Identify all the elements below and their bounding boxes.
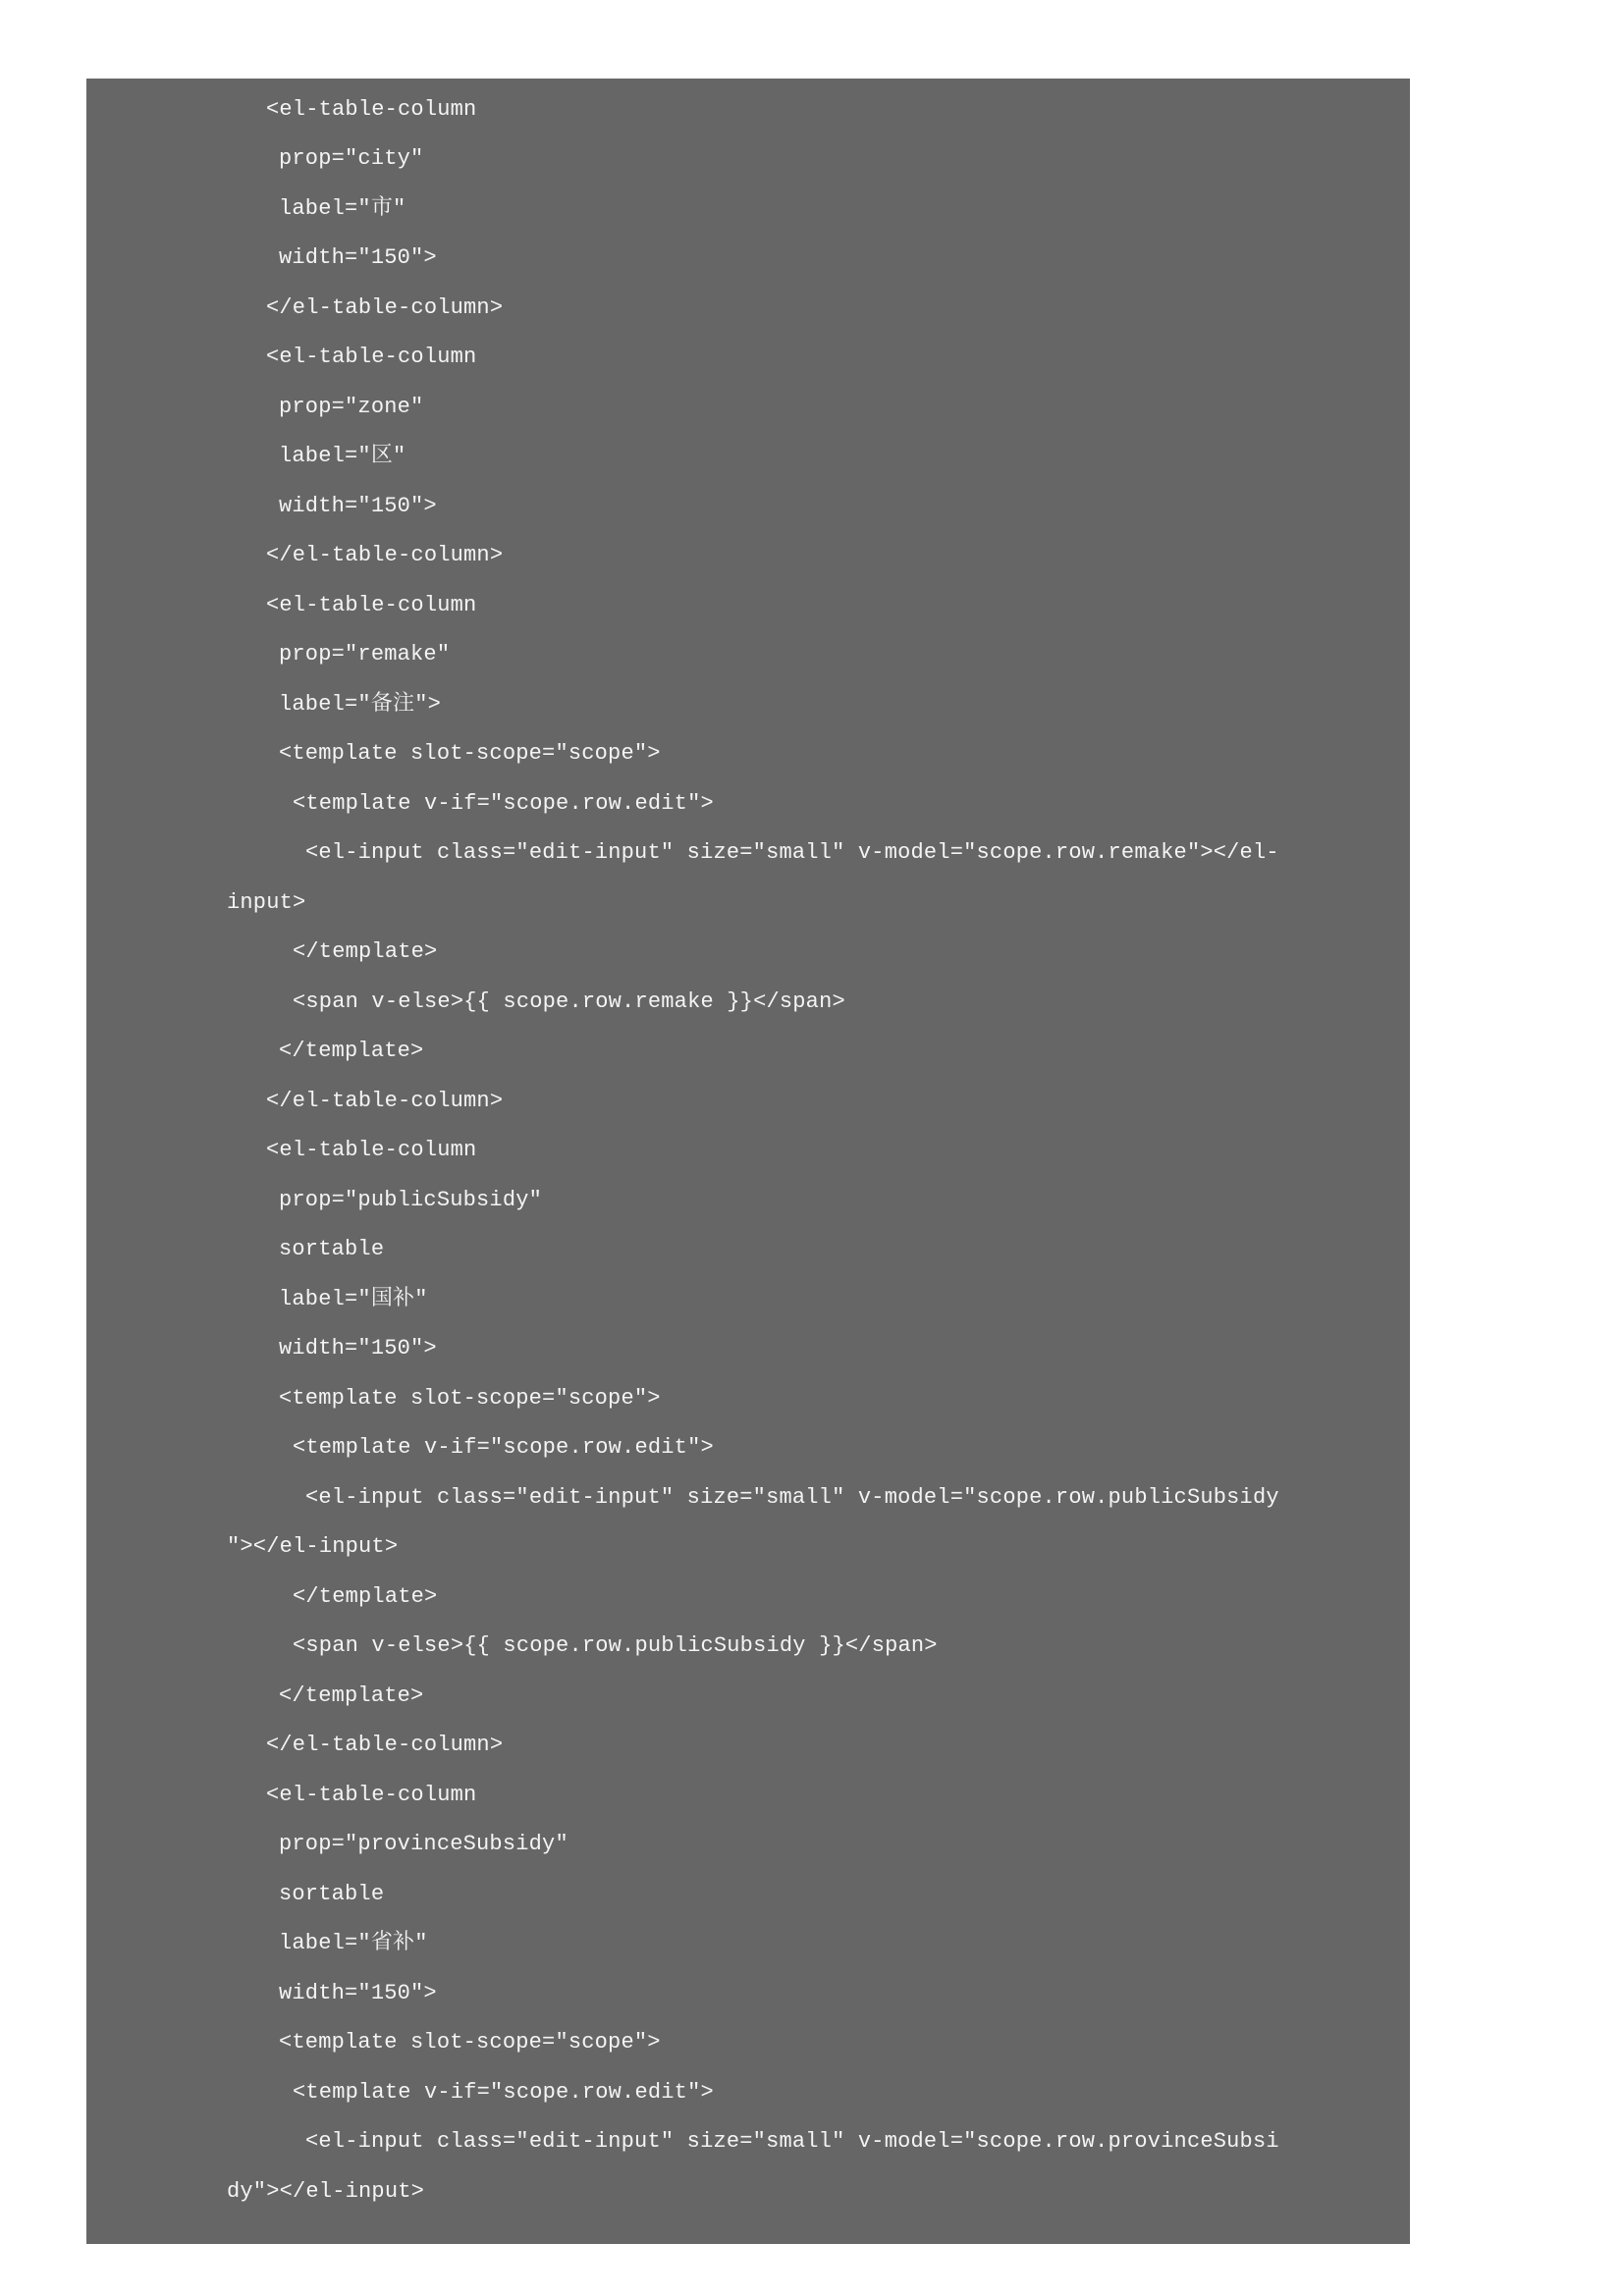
code-line: sortable bbox=[279, 1882, 385, 1906]
code-line: <el-table-column bbox=[266, 1783, 477, 1807]
code-line: label="区" bbox=[279, 444, 406, 468]
code-line: <span v-else>{{ scope.row.remake }}</span> bbox=[293, 989, 845, 1014]
code-line: width="150"> bbox=[279, 1336, 437, 1361]
code-line: label="市" bbox=[279, 196, 406, 221]
code-line: <template slot-scope="scope"> bbox=[279, 1386, 661, 1411]
code-line: prop="remake" bbox=[279, 642, 451, 667]
code-line: prop="publicSubsidy" bbox=[279, 1188, 543, 1212]
code-line: prop="city" bbox=[279, 146, 424, 171]
code-line: width="150"> bbox=[279, 1981, 437, 2005]
code-line: </el-table-column> bbox=[266, 295, 504, 320]
code-line: </template> bbox=[279, 1039, 424, 1063]
code-line: input> bbox=[227, 890, 306, 915]
code-line: </el-table-column> bbox=[266, 1733, 504, 1757]
code-line: <el-table-column bbox=[266, 1138, 477, 1162]
code-line: label="国补" bbox=[279, 1287, 428, 1311]
code-line: <el-input class="edit-input" size="small" v-model="scope.row.remake"></el- bbox=[305, 840, 1279, 865]
code-line: </template> bbox=[293, 1584, 438, 1609]
code-line: <span v-else>{{ scope.row.publicSubsidy }}</span> bbox=[293, 1633, 938, 1658]
code-line: sortable bbox=[279, 1237, 385, 1261]
code-line: label="省补" bbox=[279, 1931, 428, 1955]
code-line: <el-table-column bbox=[266, 345, 477, 369]
code-line: <el-table-column bbox=[266, 593, 477, 617]
code-line: <el-input class="edit-input" size="small" v-model="scope.row.provinceSubsi bbox=[305, 2129, 1279, 2154]
code-line: <el-input class="edit-input" size="small" v-model="scope.row.publicSubsidy bbox=[305, 1485, 1279, 1510]
code-line: <template v-if="scope.row.edit"> bbox=[293, 791, 714, 816]
code-line: dy"></el-input> bbox=[227, 2179, 425, 2204]
code-line: </el-table-column> bbox=[266, 543, 504, 567]
code-line: prop="zone" bbox=[279, 395, 424, 419]
code-line: width="150"> bbox=[279, 494, 437, 518]
code-line: label="备注"> bbox=[279, 692, 442, 717]
code-line: <template v-if="scope.row.edit"> bbox=[293, 1435, 714, 1460]
code-line: <template slot-scope="scope"> bbox=[279, 2030, 661, 2055]
code-line: </template> bbox=[279, 1683, 424, 1708]
code-line: <template v-if="scope.row.edit"> bbox=[293, 2080, 714, 2105]
code-line: width="150"> bbox=[279, 245, 437, 270]
code-block bbox=[86, 79, 1410, 2244]
code-line: <template slot-scope="scope"> bbox=[279, 741, 661, 766]
code-line: "></el-input> bbox=[227, 1534, 399, 1559]
code-line: prop="provinceSubsidy" bbox=[279, 1832, 568, 1856]
code-line: </template> bbox=[293, 939, 438, 964]
code-line: </el-table-column> bbox=[266, 1089, 504, 1113]
code-line: <el-table-column bbox=[266, 97, 477, 122]
